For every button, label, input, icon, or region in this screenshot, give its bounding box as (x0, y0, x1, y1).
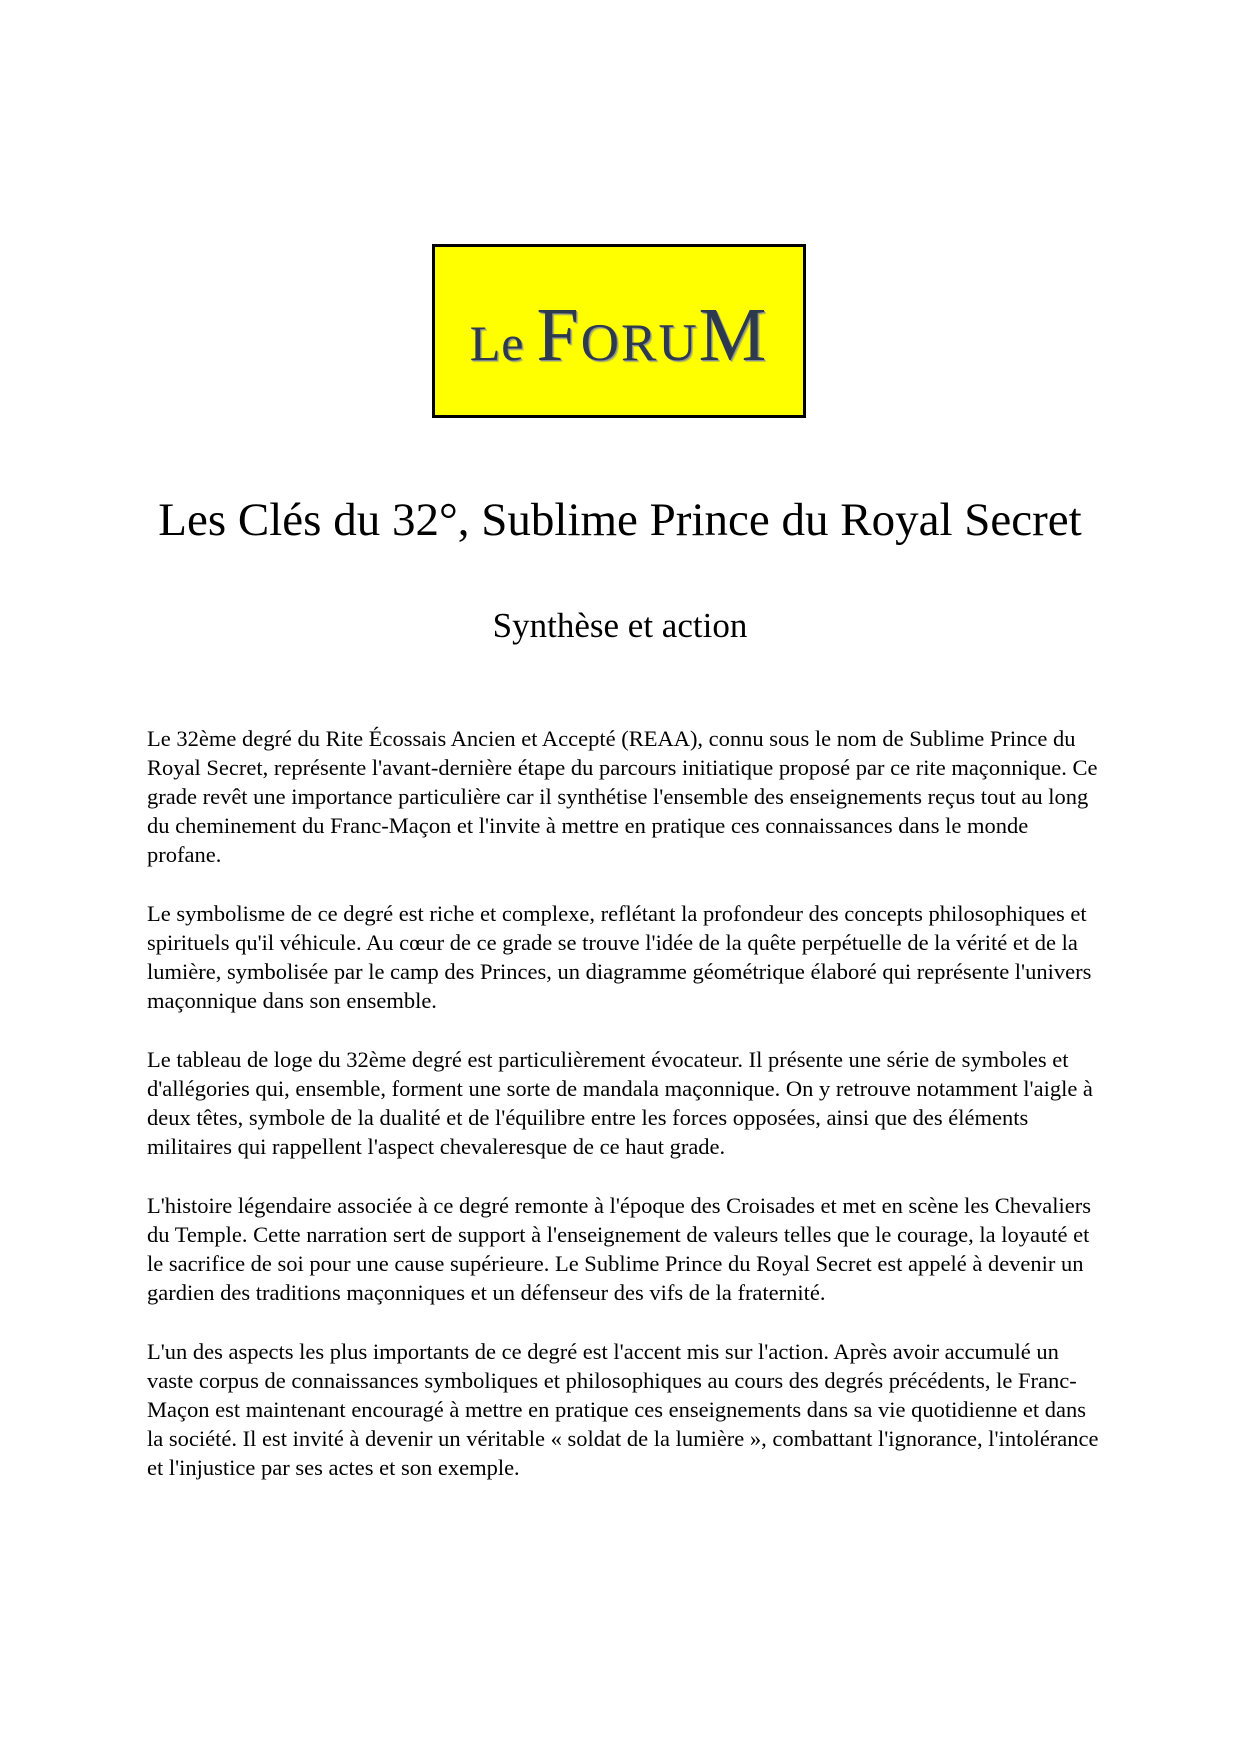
paragraph-1: Le 32ème degré du Rite Écossais Ancien et Accepté (REAA), connu sous le nom de Sublime Prince du Royal Secret, représente l'avant-dernière étape du parcours initiatique proposé par ce rite maçonnique. Ce grade revêt une importance particulière car il synthétise l'ensemble des enseignements reçus tout au long du cheminement du Franc-Maçon et l'invite à mettre en pratique ces connaissances dans le monde profane. (147, 726, 1098, 867)
document-title: Les Clés du 32°, Sublime Prince du Royal Secret (158, 494, 1082, 546)
forum-logo (432, 244, 806, 418)
paragraph-3: Le tableau de loge du 32ème degré est particulièrement évocateur. Il présente une série de symboles et d'allégories qui, ensemble, forment une sorte de mandala maçonnique. On y retrouve notamment l'aigle à deux têtes, symbole de la dualité et de l'équilibre entre les forces opposées, ainsi que des éléments militaires qui rappellent l'aspect chevaleresque de ce haut grade. (147, 1047, 1093, 1159)
paragraph-2: Le symbolisme de ce degré est riche et complexe, reflétant la profondeur des concepts philosophiques et spirituels qu'il véhicule. Au cœur de ce grade se trouve l'idée de la quête perpétuelle de la vérité et de la lumière, symbolisée par le camp des Princes, un diagramme géométrique élaboré qui représente l'univers maçonnique dans son ensemble. (147, 901, 1092, 1013)
paragraph-5: L'un des aspects les plus importants de ce degré est l'accent mis sur l'action. Après avoir accumulé un vaste corpus de connaissances symboliques et philosophiques au cours des degrés précédents, le Franc-Maçon est maintenant encouragé à mettre en pratique ces enseignements dans sa vie quotidienne et dans la société. Il est invité à devenir un véritable « soldat de la lumière », combattant l'ignorance, l'intolérance et l'injustice par ses actes et son exemple. (147, 1339, 1099, 1480)
document-subtitle: Synthèse et action (492, 606, 748, 645)
logo-wordmark (470, 292, 768, 379)
document-body (147, 724, 1102, 1512)
paragraph-4: L'histoire légendaire associée à ce degré remonte à l'époque des Croisades et met en scène les Chevaliers du Temple. Cette narration sert de support à l'enseignement de valeurs telles que le courage, la loyauté et le sacrifice de soi pour une cause supérieure. Le Sublime Prince du Royal Secret est appelé à devenir un gardien des traditions maçonniques et un défenseur des vifs de la fraternité. (147, 1193, 1091, 1305)
logo-prefix: Le (469, 314, 525, 371)
logo-name: ForuM (536, 292, 769, 377)
